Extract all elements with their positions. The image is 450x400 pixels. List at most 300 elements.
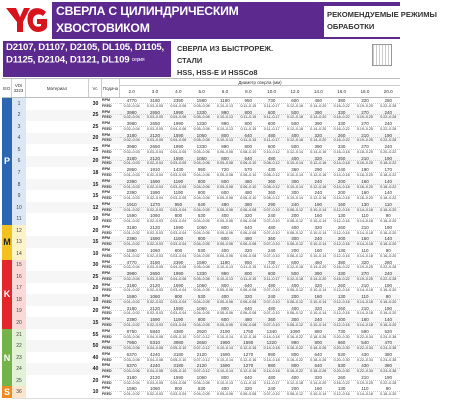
- rpm-value: 800: [197, 236, 206, 242]
- rpm-label: RPM: [102, 329, 120, 335]
- feed-value: 0.02–0.03: [146, 392, 163, 397]
- vc-cell: 25: [92, 273, 99, 280]
- rpm-label: RPM: [102, 144, 120, 150]
- feed-value: 0.06–0.10: [240, 172, 257, 177]
- rpm-value: 480: [267, 155, 276, 161]
- header-vdi: VDI 3323: [12, 79, 26, 97]
- feed-value: 0.12–0.16: [333, 242, 350, 247]
- feed-value: 0.06–0.08: [240, 299, 257, 304]
- feed-value: 0.01–0.03: [123, 184, 140, 189]
- diameter-value: 14.0: [313, 89, 323, 94]
- product-codes: [3, 41, 171, 77]
- feed-value: 0.14–0.20: [310, 115, 327, 120]
- vdi-cell: 22: [12, 340, 26, 352]
- rpm-value: 990: [221, 121, 229, 127]
- feed-value: 0.14–0.18: [356, 230, 373, 235]
- rpm-value: 1990: [173, 144, 184, 150]
- vdi-cell: 3: [12, 121, 26, 133]
- rpm-value: 320: [244, 248, 253, 253]
- rpm-value: 500: [291, 109, 299, 115]
- feed-value: 0.10–0.14: [216, 346, 233, 351]
- feed-value: 0.10–0.14: [216, 334, 233, 339]
- rpm-label: RPM: [102, 121, 120, 127]
- vc-cell: 10: [92, 250, 99, 257]
- vdi-cell: 24: [12, 363, 26, 375]
- feed-value: 0.19–0.25: [356, 126, 373, 131]
- rpm-value: 1590: [196, 98, 207, 103]
- rpm-value: 1590: [149, 317, 160, 323]
- feed-value: 0.18–0.26: [310, 346, 327, 351]
- rpm-value: 260: [337, 305, 346, 311]
- rpm-value: 980: [267, 351, 276, 357]
- rpm-value: 800: [291, 351, 299, 357]
- rpm-value: 600: [221, 236, 229, 242]
- feed-value: 0.22–0.28: [380, 380, 397, 385]
- diameter-value: 8.0: [245, 89, 252, 94]
- feed-value: 0.19–0.25: [356, 138, 373, 143]
- feed-value: 0.08–0.12: [286, 288, 303, 293]
- feed-value: 0.20–0.30: [333, 357, 350, 362]
- table-row: [12, 133, 400, 145]
- rpm-value: 1590: [173, 374, 184, 380]
- rpm-value: 330: [337, 271, 346, 277]
- feed-value: 0.16–0.18: [333, 149, 350, 154]
- feed-value: 0.08–0.12: [286, 253, 303, 258]
- rpm-value: 2120: [149, 374, 160, 380]
- feed-value: 0.02–0.03: [146, 311, 163, 316]
- feed-value: 0.16–0.22: [333, 103, 350, 108]
- rpm-value: 380: [337, 259, 346, 265]
- rpm-value: 290: [267, 201, 276, 207]
- feed-value: 0.16–0.20: [380, 322, 397, 327]
- rpm-value: 320: [361, 259, 369, 265]
- rpm-label: RPM: [102, 179, 120, 185]
- rpm-value: 500: [291, 121, 299, 127]
- table-row: [12, 98, 400, 110]
- table-row: [12, 110, 400, 122]
- rpm-value: 390: [314, 271, 323, 277]
- feed-value: 0.16–0.22: [333, 276, 350, 281]
- rpm-value: 1060: [149, 294, 160, 300]
- feed-value: 0.05–0.08: [193, 138, 210, 143]
- rpm-label: RPM: [102, 248, 120, 254]
- vc-cell: 30: [92, 100, 99, 107]
- rpm-value: 320: [314, 374, 323, 380]
- feed-label: FEED: [102, 311, 112, 316]
- rpm-value: 1430: [173, 167, 184, 173]
- codes-line-1: D2107, D1107, D2105, DL105, D1105,: [6, 42, 165, 53]
- feed-value: 0.22–0.34: [356, 346, 373, 351]
- vdi-cell: 13: [12, 236, 26, 248]
- rpm-value: 1590: [173, 282, 184, 288]
- feed-value: 0.12–0.16: [240, 369, 257, 374]
- rpm-value: 2390: [173, 259, 184, 265]
- feed-value: 0.06–0.08: [240, 219, 257, 224]
- feed-value: 0.12–0.18: [286, 380, 303, 385]
- yg-logo-icon: [4, 2, 48, 38]
- feed-value: 0.04–0.06: [193, 161, 210, 166]
- feed-value: 0.04–0.06: [193, 196, 210, 201]
- rpm-value: 390: [314, 144, 323, 150]
- rpm-value: 90: [385, 213, 391, 219]
- table-row: [12, 317, 400, 329]
- feed-value: 0.12–0.16: [333, 322, 350, 327]
- rpm-value: 600: [291, 259, 299, 265]
- feed-value: 0.02–0.03: [146, 253, 163, 258]
- rpm-value: 380: [337, 98, 346, 103]
- feed-value: 0.01–0.02: [123, 299, 140, 304]
- feed-value: 0.14–0.18: [356, 219, 373, 224]
- rpm-value: 360: [267, 190, 276, 196]
- rpm-value: 2120: [149, 132, 160, 138]
- rpm-value: 110: [361, 294, 369, 300]
- rpm-value: 2920: [196, 328, 207, 334]
- feed-label: FEED: [102, 380, 112, 385]
- rpm-value: 400: [291, 132, 299, 138]
- feed-value: 0.16–0.22: [286, 357, 303, 362]
- rpm-value: 240: [384, 271, 393, 277]
- rpm-value: 240: [314, 178, 323, 184]
- feed-value: 0.24–0.38: [380, 334, 397, 339]
- rpm-value: 4770: [126, 98, 137, 103]
- rpm-value: 480: [244, 317, 253, 323]
- rpm-value: 4240: [149, 363, 160, 369]
- feed-value: 0.02–0.04: [123, 138, 140, 143]
- rpm-value: 530: [197, 213, 206, 219]
- feed-value: 0.01–0.02: [123, 311, 140, 316]
- feed-value: 0.16–0.20: [380, 253, 397, 258]
- feed-value: 0.01–0.02: [123, 322, 140, 327]
- rpm-value: 3980: [173, 340, 184, 346]
- rpm-value: 540: [361, 340, 369, 346]
- rpm-value: 1330: [196, 109, 207, 115]
- rpm-value: 480: [267, 132, 276, 138]
- feed-label: FEED: [102, 207, 112, 212]
- feed-value: 0.01–0.02: [123, 242, 140, 247]
- feed-label: FEED: [102, 161, 112, 166]
- feed-value: 0.04–0.08: [146, 369, 163, 374]
- rpm-value: 800: [174, 386, 183, 392]
- rpm-value: 590: [361, 328, 369, 334]
- feed-value: 0.22–0.28: [380, 138, 397, 143]
- feed-value: 0.18–0.20: [356, 149, 373, 154]
- rpm-value: 160: [314, 294, 323, 300]
- feed-label: FEED: [102, 253, 112, 258]
- feed-value: 0.11–0.15: [240, 138, 257, 143]
- page-title-line-1: СВЕРЛА С ЦИЛИНДРИЧЕСКИМ: [56, 4, 239, 18]
- table-row: [12, 225, 400, 237]
- rpm-value: 210: [361, 132, 369, 138]
- feed-value: 0.08–0.12: [263, 172, 280, 177]
- feed-value: 0.10–0.14: [286, 172, 303, 177]
- feed-value: 0.01–0.02: [123, 219, 140, 224]
- feed-value: 0.08–0.12: [263, 184, 280, 189]
- rpm-value: 3180: [126, 282, 137, 288]
- rpm-value: 2650: [149, 271, 160, 277]
- feed-value: 0.14–0.18: [356, 311, 373, 316]
- feed-value: 0.03–0.06: [123, 346, 140, 351]
- feed-value: 0.14–0.18: [263, 334, 280, 339]
- rpm-value: 640: [244, 224, 253, 230]
- rpm-value: 380: [384, 351, 393, 357]
- rpm-value: 950: [244, 98, 253, 103]
- table-row: [12, 248, 400, 260]
- rpm-value: 730: [267, 259, 276, 265]
- rpm-value: 1220: [266, 340, 277, 346]
- feed-value: 0.24–0.38: [380, 357, 397, 362]
- feed-value: 0.07–0.10: [263, 299, 280, 304]
- rpm-value: 200: [337, 236, 346, 242]
- feed-value: 0.04–0.05: [193, 322, 210, 327]
- feed-value: 0.12–0.16: [240, 357, 257, 362]
- rpm-value: 140: [384, 317, 393, 323]
- rpm-value: 1090: [289, 328, 300, 334]
- vc-cell: 20: [92, 227, 99, 234]
- vdi-cell: 6: [12, 156, 26, 168]
- feed-value: 0.22–0.34: [356, 357, 373, 362]
- feed-value: 0.02–0.04: [123, 115, 140, 120]
- rpm-value: 3180: [126, 132, 137, 138]
- rpm-value: 280: [384, 259, 393, 265]
- feed-value: 0.03–0.04: [146, 149, 163, 154]
- rpm-value: 1060: [149, 213, 160, 219]
- feed-value: 0.08–0.12: [286, 392, 303, 397]
- feed-value: 0.11–0.15: [240, 103, 257, 108]
- feed-value: 0.01–0.02: [123, 392, 140, 397]
- feed-value: 0.04–0.05: [193, 299, 210, 304]
- feed-value: 0.05–0.08: [193, 265, 210, 270]
- feed-value: 0.04–0.05: [193, 207, 210, 212]
- table-row: [12, 306, 400, 318]
- feed-value: 0.07–0.10: [263, 311, 280, 316]
- feed-value: 0.04–0.06: [170, 126, 187, 131]
- feed-value: 0.02–0.03: [146, 207, 163, 212]
- diameter-label: Диаметр сверла (мм): [120, 79, 400, 86]
- feed-value: 0.01–0.03: [123, 161, 140, 166]
- feed-value: 0.16–0.22: [333, 380, 350, 385]
- rpm-value: 800: [174, 294, 183, 300]
- feed-value: 0.11–0.15: [240, 380, 257, 385]
- vc-cell: 20: [92, 135, 99, 142]
- rpm-value: 2860: [126, 167, 137, 173]
- rpm-value: 240: [384, 121, 393, 127]
- rpm-label: RPM: [102, 236, 120, 242]
- rpm-value: 90: [385, 294, 391, 300]
- feed-value: 0.08–0.12: [286, 311, 303, 316]
- rpm-label: RPM: [102, 294, 120, 300]
- feed-value: 0.06–0.10: [240, 196, 257, 201]
- feed-value: 0.16–0.20: [380, 311, 397, 316]
- vdi-cell: 18: [12, 294, 26, 306]
- rpm-value: 5840: [149, 328, 160, 334]
- rpm-value: 2120: [149, 155, 160, 161]
- table-row: [12, 190, 400, 202]
- rpm-value: 190: [384, 224, 393, 230]
- feed-value: 0.22–0.28: [380, 103, 397, 108]
- feed-value: 0.16–0.22: [333, 265, 350, 270]
- vdi-cell: 7: [12, 167, 26, 179]
- feed-value: 0.05–0.06: [216, 322, 233, 327]
- diameter-value: 20.0: [383, 89, 393, 94]
- feed-value: 0.05–0.10: [170, 357, 187, 362]
- feed-value: 0.03–0.05: [146, 276, 163, 281]
- legend-graphic: [300, 42, 396, 74]
- feed-value: 0.11–0.17: [263, 126, 280, 131]
- feed-value: 0.18–0.26: [310, 357, 327, 362]
- tool-material: [174, 41, 296, 77]
- rpm-value: 210: [361, 155, 369, 161]
- rpm-value: 2650: [196, 340, 207, 346]
- feed-value: 0.14–0.18: [263, 346, 280, 351]
- feed-value: 0.02–0.04: [146, 172, 163, 177]
- vdi-cell: 15: [12, 260, 26, 272]
- feed-value: 0.03–0.05: [170, 184, 187, 189]
- rpm-value: 990: [221, 271, 229, 277]
- rpm-value: 160: [361, 190, 369, 196]
- rpm-value: 800: [244, 109, 253, 115]
- rpm-value: 1590: [126, 294, 137, 300]
- rpm-value: 110: [384, 201, 392, 207]
- feed-value: 0.03–0.04: [170, 219, 187, 224]
- feed-value: 0.14–0.18: [356, 299, 373, 304]
- header-iso: ISO: [2, 79, 12, 97]
- rpm-value: 1270: [243, 363, 254, 369]
- feed-value: 0.16–0.22: [333, 126, 350, 131]
- rpm-label: RPM: [102, 190, 120, 196]
- feed-label: FEED: [102, 357, 112, 362]
- feed-value: 0.16–0.20: [380, 242, 397, 247]
- feed-value: 0.03–0.06: [123, 357, 140, 362]
- vdi-cell: 20: [12, 317, 26, 329]
- feed-value: 0.10–0.14: [310, 230, 327, 235]
- feed-value: 0.04–0.05: [170, 149, 187, 154]
- vc-cell: 40: [92, 354, 99, 361]
- rpm-value: 130: [361, 201, 369, 207]
- rpm-label: RPM: [102, 352, 120, 358]
- feed-value: 0.10–0.13: [216, 126, 233, 131]
- feed-value: 0.03–0.04: [170, 392, 187, 397]
- rpm-value: 640: [244, 282, 253, 288]
- rpm-value: 530: [197, 248, 206, 253]
- rpm-value: 880: [314, 328, 323, 334]
- feed-value: 0.02–0.04: [146, 196, 163, 201]
- rpm-value: 1060: [196, 305, 207, 311]
- feed-value: 0.05–0.08: [216, 184, 233, 189]
- feed-value: 0.03–0.06: [123, 334, 140, 339]
- rpm-value: 160: [361, 178, 369, 184]
- rpm-value: 160: [361, 236, 369, 242]
- vc-cell: 10: [92, 216, 99, 223]
- rpm-value: 1590: [243, 340, 254, 346]
- rpm-value: 1750: [243, 328, 254, 334]
- feed-value: 0.12–0.16: [240, 346, 257, 351]
- feed-value: 0.14–0.18: [263, 357, 280, 362]
- rpm-label: RPM: [102, 363, 120, 369]
- feed-value: 0.02–0.04: [123, 265, 140, 270]
- rpm-value: 1330: [196, 121, 207, 127]
- rpm-value: 3980: [126, 271, 137, 277]
- rpm-value: 800: [174, 248, 183, 253]
- rpm-value: 1590: [173, 305, 184, 311]
- rpm-value: 2650: [149, 121, 160, 127]
- rpm-value: 600: [267, 109, 276, 115]
- subtitle: РЕКОМЕНДУЕМЫЕ РЕЖИМЫ ОБРАБОТКИ: [327, 10, 437, 31]
- feed-value: 0.19–0.25: [356, 276, 373, 281]
- vc-cell: 20: [92, 377, 99, 384]
- feed-value: 0.05–0.08: [216, 172, 233, 177]
- rpm-value: 800: [244, 271, 253, 277]
- feed-label: FEED: [102, 126, 112, 131]
- feed-value: 0.12–0.18: [286, 276, 303, 281]
- feed-value: 0.22–0.28: [380, 115, 397, 120]
- feed-value: 0.19–0.25: [356, 380, 373, 385]
- feed-value: 0.08–0.12: [286, 207, 303, 212]
- rpm-value: 1590: [173, 155, 184, 161]
- feed-value: 0.04–0.05: [193, 219, 210, 224]
- feed-value: 0.18–0.22: [380, 172, 397, 177]
- feed-value: 0.11–0.17: [263, 115, 280, 120]
- feed-value: 0.06–0.08: [240, 311, 257, 316]
- rpm-value: 640: [197, 201, 206, 207]
- feed-value: 0.04–0.06: [170, 103, 187, 108]
- rpm-value: 260: [337, 282, 346, 288]
- rpm-value: 720: [221, 167, 229, 173]
- vc-cell: 30: [92, 262, 99, 269]
- rpm-value: 400: [291, 374, 299, 380]
- diameter-value: 2.0: [128, 89, 135, 94]
- feed-value: 0.18–0.22: [380, 196, 397, 201]
- vc-cell: 10: [92, 296, 99, 303]
- vc-cell: 20: [92, 158, 99, 165]
- rpm-value: 950: [174, 201, 183, 207]
- rpm-value: 140: [384, 178, 393, 184]
- feed-value: 0.04–0.08: [146, 346, 163, 351]
- feed-value: 0.10–0.14: [310, 299, 327, 304]
- iso-group-s: S: [3, 387, 10, 398]
- feed-value: 0.16–0.20: [380, 207, 397, 212]
- rpm-value: 290: [314, 167, 323, 173]
- vdi-cell: 21: [12, 329, 26, 341]
- feed-value: 0.22–0.28: [380, 276, 397, 281]
- feed-value: 0.04–0.05: [193, 242, 210, 247]
- rpm-value: 400: [291, 155, 299, 161]
- rpm-value: 330: [337, 144, 346, 150]
- rpm-value: 170: [384, 167, 393, 173]
- feed-value: 0.12–0.16: [333, 299, 350, 304]
- feed-label: FEED: [102, 369, 112, 374]
- rpm-value: 530: [197, 386, 206, 392]
- feed-value: 0.20–0.30: [333, 346, 350, 351]
- yg-logo: [4, 2, 48, 38]
- feed-value: 0.05–0.08: [193, 380, 210, 385]
- vdi-cell: 16: [12, 271, 26, 283]
- rpm-value: 390: [314, 109, 323, 115]
- feed-value: 0.10–0.13: [216, 276, 233, 281]
- vdi-cell: 25: [12, 375, 26, 387]
- rpm-value: 2190: [219, 328, 230, 334]
- feed-value: 0.16–0.20: [380, 230, 397, 235]
- rpm-value: 6370: [126, 351, 137, 357]
- vdi-cell: 14: [12, 248, 26, 260]
- feed-value: 0.02–0.03: [146, 219, 163, 224]
- rpm-value: 210: [361, 224, 369, 230]
- rpm-value: 2650: [149, 109, 160, 115]
- feed-value: 0.10–0.14: [310, 322, 327, 327]
- header-feed: Подача: [102, 79, 120, 97]
- feed-value: 0.14–0.18: [356, 392, 373, 397]
- feed-label: FEED: [102, 322, 112, 327]
- feed-value: 0.02–0.04: [123, 103, 140, 108]
